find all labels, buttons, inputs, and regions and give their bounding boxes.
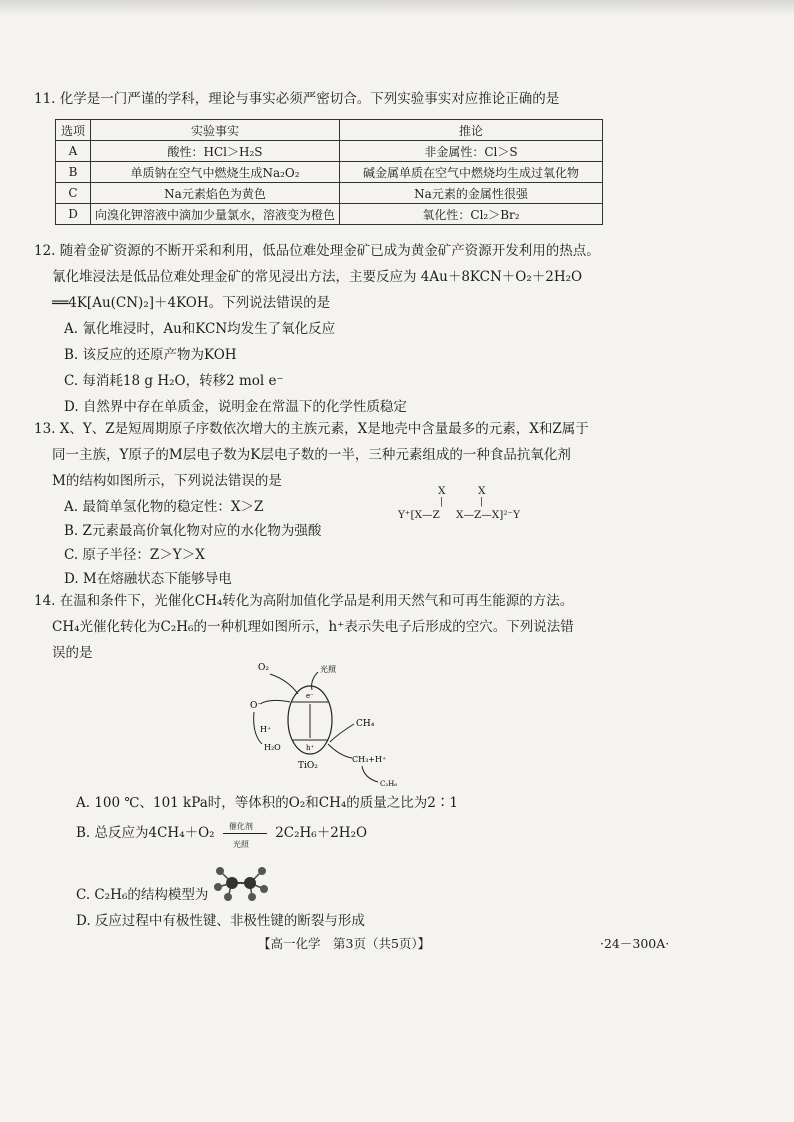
row-fact: 向溴化钾溶液中滴加少量氯水，溶液变为橙色	[91, 204, 340, 225]
q13-option-d: D. M在熔融状态下能够导电	[64, 571, 232, 587]
q12-option-a: A. 氰化堆浸时，Au和KCN均发生了氧化反应	[64, 321, 336, 337]
table-row	[56, 141, 603, 162]
label-h-plus: H⁺	[260, 725, 272, 734]
structure-left: Y⁺[X—Z	[398, 509, 440, 521]
catalyst-label: 催化剂	[228, 822, 253, 831]
q14-line1: 14. 在温和条件下，光催化CH₄转化为高附加值化学品是利用天然气和可再生能源的方法。	[34, 593, 574, 609]
label-hole: h⁺	[306, 744, 315, 752]
row-option: A	[56, 141, 91, 162]
label-ch3: CH₃+H⁺	[352, 755, 387, 764]
label-tio2: TiO₂	[298, 761, 318, 771]
q12-line3: ══4K[Au(CN)₂]＋4KOH。下列说法错误的是	[52, 295, 331, 311]
q14-line3: 误的是	[52, 645, 93, 661]
label-o2: O₂	[258, 663, 269, 673]
label-o-minus: O⁻	[250, 701, 263, 711]
light-label: 光照	[232, 840, 249, 849]
q14-line2: CH₄光催化转化为C₂H₆的一种机理如图所示，h⁺表示失电子后形成的空穴。下列说法错	[52, 619, 574, 635]
q14-option-a: A. 100 ℃、101 kPa时，等体积的O₂和CH₄的质量之比为2∶1	[76, 795, 458, 811]
arrow-c2h6	[362, 766, 378, 782]
row-fact: 酸性：HCl＞H₂S	[91, 141, 340, 162]
q12-option-b: B. 该反应的还原产物为KOH	[64, 347, 237, 363]
option-b-prefix: B. 总反应为4CH₄＋O₂	[76, 825, 215, 841]
bond-line: |	[480, 497, 484, 507]
arrow-ch3	[328, 744, 352, 758]
label-h2o: H₂O	[264, 743, 281, 752]
q12-option-c: C. 每消耗18 g H₂O，转移2 mol e⁻	[64, 373, 284, 389]
q14-option-d: D. 反应过程中有极性键、非极性键的断裂与形成	[76, 913, 365, 929]
table-header-row	[56, 120, 603, 141]
header-fact: 实验事实	[91, 120, 340, 141]
row-inference: 碱金属单质在空气中燃烧均生成过氧化物	[340, 162, 603, 183]
row-inference: 氧化性：Cl₂＞Br₂	[340, 204, 603, 225]
structure-top-x2: X	[478, 485, 486, 497]
reaction-arrow	[219, 822, 271, 849]
structure-top-x1: X	[438, 485, 446, 497]
q13-line2: 同一主族，Y原子的M层电子数为K层电子数的一半，三种元素组成的一种食品抗氧化剂	[52, 447, 571, 463]
q13-option-c: C. 原子半径：Z＞Y＞X	[64, 547, 205, 563]
q11-stem: 11. 化学是一门严谨的学科，理论与事实必须严密切合。下列实验事实对应推论正确的是	[34, 91, 560, 107]
row-inference: 非金属性：Cl＞S	[340, 141, 603, 162]
q13-structure	[398, 485, 548, 525]
label-c2h6: C₂H₆	[380, 780, 398, 788]
arrow-ch4	[330, 724, 354, 742]
table-row	[56, 162, 603, 183]
exam-code: ·24－300A·	[600, 936, 670, 951]
q13-option-b: B. Z元素最高价氧化物对应的水化物为强酸	[64, 523, 322, 539]
arrow-o-minus	[260, 700, 290, 704]
q14-mechanism-diagram	[240, 660, 430, 790]
row-option: D	[56, 204, 91, 225]
table-row	[56, 204, 603, 225]
row-option: B	[56, 162, 91, 183]
row-fact: Na元素焰色为黄色	[91, 183, 340, 204]
option-b-suffix: 2C₂H₆＋2H₂O	[275, 825, 368, 841]
structure-right: X—Z—X]²⁻Y	[456, 509, 521, 521]
q14-option-b	[76, 822, 368, 849]
table-row	[56, 183, 603, 204]
row-fact: 单质钠在空气中燃烧生成Na₂O₂	[91, 162, 340, 183]
scan-shadow	[0, 0, 794, 16]
label-electron: e⁻	[306, 692, 314, 700]
ethane-model-image	[214, 863, 268, 903]
row-option: C	[56, 183, 91, 204]
q13-line1: 13. X、Y、Z是短周期原子序数依次增大的主族元素，X是地壳中含量最多的元素，X和Z属于	[34, 421, 589, 437]
q12-line1: 12. 随着金矿资源的不断开采和利用，低品位难处理金矿已成为黄金矿产资源开发利用的热点。	[34, 243, 600, 259]
label-light: 光照	[320, 665, 336, 674]
header-inference: 推论	[340, 120, 603, 141]
row-inference: Na元素的金属性很强	[340, 183, 603, 204]
page-footer: 【高一化学 第3页（共5页）】	[258, 936, 431, 951]
q11-table	[55, 119, 603, 225]
q14-option-c: C. C₂H₆的结构模型为	[76, 887, 209, 903]
q13-option-a: A. 最简单氢化物的稳定性：X＞Z	[64, 499, 264, 515]
label-ch4: CH₄	[356, 719, 375, 729]
q12-line2: 氰化堆浸法是低品位难处理金矿的常见浸出方法，主要反应为 4Au＋8KCN＋O₂＋2H₂O	[52, 269, 583, 285]
header-option: 选项	[56, 120, 91, 141]
q12-option-d: D. 自然界中存在单质金，说明金在常温下的化学性质稳定	[64, 399, 407, 415]
arrow-o2	[270, 674, 298, 694]
q13-line3: M的结构如图所示，下列说法错误的是	[52, 473, 282, 489]
bond-line: |	[440, 497, 444, 507]
